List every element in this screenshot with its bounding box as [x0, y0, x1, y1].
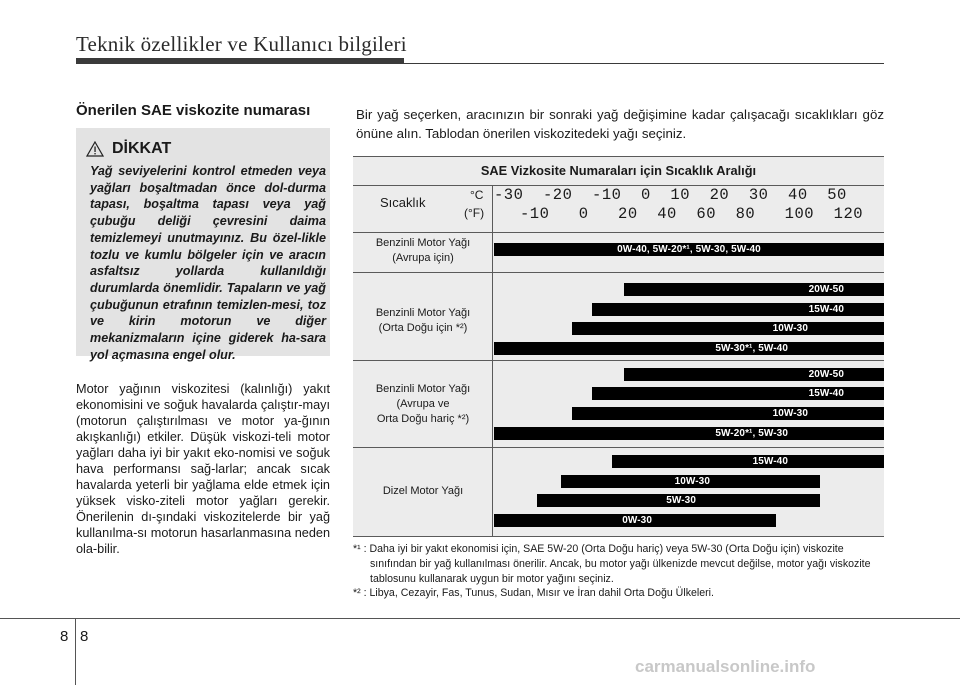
scale-celsius: -30 -20 -10 0 10 20 30 40 50 [494, 186, 847, 204]
scale-fahrenheit: -10 0 20 40 60 80 100 120 [520, 205, 864, 223]
oil-bar: 10W-30 [572, 322, 884, 335]
footnote-1: *¹ : Daha iyi bir yakıt ekonomisi için, SAE 5W-20 (Orta Doğu hariç) veya 5W-30 (Orta Doğu için) viskozite sınıfından bir yağ kullanılması önerilir. Ancak, bu motor yağı ülkenizde mevcut değilse, motor yağı viskozite tablosunu kullanarak uygun bir motor yağını seçiniz. [353, 543, 871, 585]
header-rule-thick [76, 58, 404, 64]
caution-heading [86, 140, 171, 158]
warning-triangle-icon [86, 141, 104, 157]
watermark: carmanualsonline.info [635, 657, 816, 676]
oil-bar: 15W-40 [612, 455, 884, 468]
oil-bar: 0W-40, 5W-20*¹, 5W-30, 5W-40 [494, 243, 884, 256]
row-label-middle-east: Benzinli Motor Yağı (Orta Doğu için *²) [375, 307, 471, 334]
intro-paragraph: Bir yağ seçerken, aracınızın bir sonraki yağ değişimine kadar çalışacağı sıcaklıkları göz önüne alın. Tablodan önerilen viskozitedeki yağı seçiniz. [356, 107, 884, 141]
oil-bar: 0W-30 [494, 514, 776, 527]
oil-bar: 10W-30 [561, 475, 820, 488]
oil-bar: 20W-50 [624, 368, 884, 381]
table-title: SAE Vizkosite Numaraları için Sıcaklık Aralığı [480, 163, 757, 178]
row-label-diesel: Dizel Motor Yağı [382, 485, 464, 497]
oil-bar: 10W-30 [572, 407, 884, 420]
row-label-europe: Benzinli Motor Yağı (Avrupa için) [375, 237, 471, 264]
footer-rule [0, 618, 960, 619]
footnote-2: *² : Libya, Cezayir, Fas, Tunus, Sudan, Mısır ve İran dahil Orta Doğu Ülkeleri. [353, 587, 714, 599]
oil-bar: 5W-30*¹, 5W-40 [494, 342, 884, 355]
oil-bar: 5W-20*¹, 5W-30 [494, 427, 884, 440]
header-rule-thin [404, 63, 884, 64]
motor-oil-paragraph: Motor yağının viskozitesi (kalınlığı) yakıt ekonomisini ve soğuk havalarda çalıştır-mayı (motorun çalıştırılması ve motor ya-ğının akışkanlığı) etkiler. Düşük viskozi-teli motor yağları daha iyi bir yakıt eko-nomisi ve soğuk hava performansı sağ-larlar; ancak sıcak havalarda yeterli bir yağlama elde etmek için yüksek visko-ziteli motor yağları gerekir. Önerilenin dı-şındaki viskozitelerde bir yağ kullanılma-sı motorun hasarlanmasına neden ola-bilir. [76, 382, 330, 556]
oil-bar: 15W-40 [592, 387, 884, 400]
caution-text: Yağ seviyelerini kontrol etmeden veya yağları boşaltmadan önce dol-durma tapası, boşaltma tapası veya yağ çubuğu deliği çevresini daima temizlemeyi unutmayınız. Bu özel-likle tozlu ve kumlu bölgeler için ve aracın asfaltsız yollarda kullanıldığı durumlarda önemlidir. Tapaların ve yağ çubuğunun etrafının temizlen-mesi, toz ve kirin motorun ve diğer mekanizmaların içine giderek ha-sara yol açmasına engel olur. [90, 164, 326, 362]
page-number-left: 8 [60, 628, 69, 645]
unit-fahrenheit: (°F) [464, 206, 485, 220]
page-header-title: Teknik özellikler ve Kullanıcı bilgileri [76, 32, 407, 56]
temperature-label: Sıcaklık [380, 195, 426, 210]
footer-divider [75, 618, 76, 685]
oil-bar: 5W-30 [537, 494, 820, 507]
oil-bar: 15W-40 [592, 303, 884, 316]
caution-title: DİKKAT [112, 140, 172, 157]
row-label-excl-middle-east: Benzinli Motor Yağı (Avrupa ve Orta Doğu hariç *²) [375, 383, 471, 425]
page-number-right: 8 [80, 628, 89, 645]
section-title: Önerilen SAE viskozite numarası [76, 102, 311, 119]
unit-celsius: °C [470, 188, 484, 202]
oil-bar: 20W-50 [624, 283, 884, 296]
